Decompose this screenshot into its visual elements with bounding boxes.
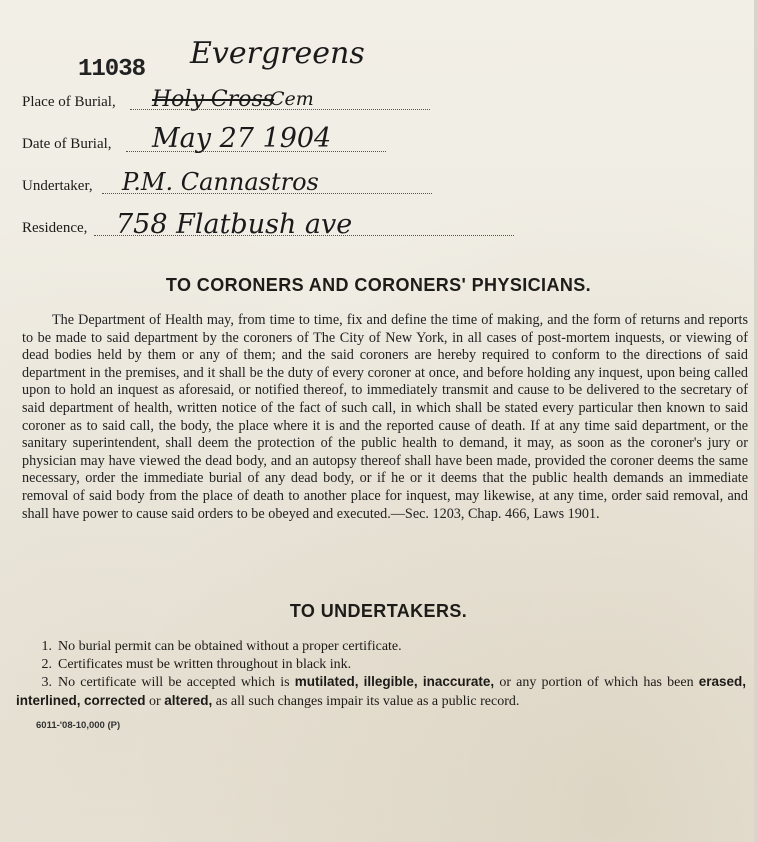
place-of-burial-label: Place of Burial, <box>22 94 116 110</box>
form-code: 6011-'08-10,000 (P) <box>36 720 121 731</box>
rule-text: No burial permit can be obtained without a proper certificate. <box>58 639 402 654</box>
rule-emphasis: erased, <box>698 674 747 689</box>
rule-emphasis: corrected <box>84 692 146 708</box>
rule-item <box>16 638 746 656</box>
residence-label: Residence, <box>22 220 88 236</box>
residence-field <box>22 209 542 240</box>
rule-emphasis: mutilated, <box>294 674 359 689</box>
rule-text: No certificate will be accepted which is <box>58 675 290 690</box>
date-of-burial-value: May 27 1904 <box>152 123 332 154</box>
rule-emphasis: illegible, <box>363 674 418 689</box>
rule-text: Certificates must be written throughout in black ink. <box>58 656 352 672</box>
date-of-burial-label: Date of Burial, <box>22 136 112 152</box>
rule-number: 1. <box>41 639 52 654</box>
undertaker-value: P.M. Cannastros <box>122 168 319 196</box>
undertakers-heading: TO UNDERTAKERS. <box>289 601 468 621</box>
rule-number: 3. <box>41 675 52 690</box>
rule-text: or any portion of which has been <box>499 675 694 690</box>
rule-text: as all such changes impair its value as a public record. <box>215 693 520 709</box>
place-of-burial-field <box>22 88 542 114</box>
undertakers-rules <box>16 638 746 710</box>
undertaker-label: Undertaker, <box>22 178 93 194</box>
coroners-heading: TO CORONERS AND CORONERS' PHYSICIANS. <box>165 275 592 295</box>
undertaker-field <box>22 168 542 198</box>
place-of-burial-value: Evergreens <box>190 36 365 71</box>
rule-item <box>16 656 746 674</box>
rule-item <box>16 673 746 710</box>
place-of-burial-struck-value: Holy Cross <box>152 87 275 112</box>
rule-number: 2. <box>41 656 52 672</box>
certificate-number: 11038 <box>78 56 146 83</box>
date-of-burial-field <box>22 123 542 156</box>
rule-text: or <box>149 693 161 709</box>
rule-emphasis: altered, <box>164 692 213 708</box>
place-of-burial-suffix: Cem <box>270 88 314 110</box>
residence-value: 758 Flatbush ave <box>116 209 353 240</box>
rule-emphasis: interlined, <box>16 692 81 708</box>
coroners-body: The Department of Health may, from time to time, fix and define the time of making, and the form of returns and reports to be made to said department by the coroners of The City of New York, in all cases of post-mortem inquests, or viewing of dead bodies held by them or any of them; and the said coroners are hereby required to conform to the directions of said department in the premises, and it shall be the duty of every coroner at once, and before holding any inquest, upon being called upon to hold an inquest as aforesaid, or notified thereof, to immediately transmit and cause to be delivered to the secretary of said department of health, written notice of the fact of such call, in which shall be stated every particular then known to said coroner as to said call, the body, the place where it is and the reported cause of death. If at any time said department, or the sanitary superintendent, shall deem the protection of the public health to demand, it may, as soon as the coroner's jury or physician may have viewed the dead body, and an autopsy thereof shall have been made, provided the coroner deems the same necessary, order the immediate burial of any dead body, or if he or it deems that the public health demands an immediate removal of said body from the place of death to another place for inquest, may likewise, at any time, order said removal, and shall have power to cause said orders to be obeyed and executed.—Sec. 1203, Chap. 466, Laws 1901. <box>22 312 748 522</box>
rule-emphasis: inaccurate, <box>422 674 495 689</box>
